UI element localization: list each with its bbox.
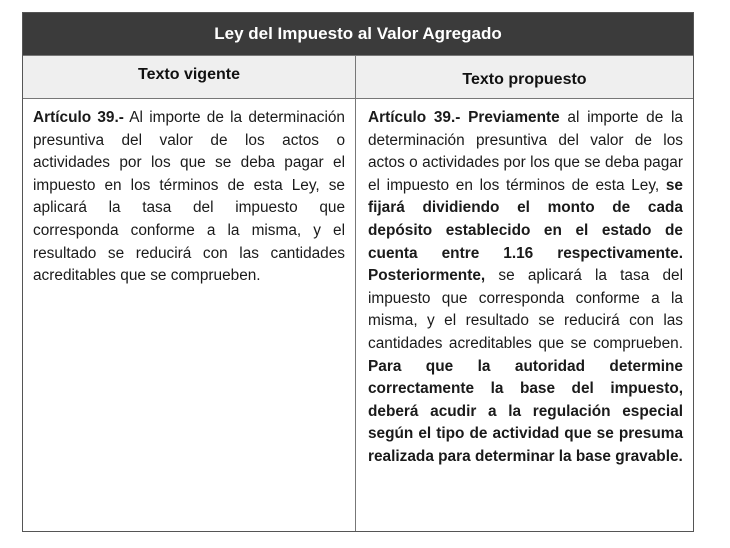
proposed-article-paragraph	[368, 107, 683, 469]
header-proposed-text: Texto propuesto	[356, 56, 693, 98]
header-row	[23, 56, 693, 99]
current-article-text: Al importe de la determinación presuntiva del valor de los actos o actividades por los que se deba pagar el impuesto en los términos de esta Ley, se aplicará la tasa del impuesto que corresponda conforme a la misma, y el resultado se reducirá con las cantidades acreditables que se comprueben.	[33, 109, 345, 285]
current-article-paragraph	[33, 107, 345, 288]
table-title: Ley del Impuesto al Valor Agregado	[23, 13, 693, 56]
proposed-article-label: Artículo 39.-	[368, 109, 461, 126]
proposed-bold-3: Para que la autoridad determine correctamente la base del impuesto, deberá acudir a la regulación especial según el tipo de actividad que se presuma realizada para determinar la base gravable.	[368, 357, 683, 465]
proposed-text-cell	[356, 99, 693, 531]
current-article-label: Artículo 39.-	[33, 109, 124, 126]
proposed-bold-1: Previamente	[460, 109, 560, 126]
header-current-text: Texto vigente	[23, 56, 356, 98]
proposed-text-1: al importe de la determinación presuntiva del valor de los actos o actividades por los que se deba pagar el impuesto en los términos de esta Ley,	[368, 109, 683, 194]
law-comparison-table	[22, 12, 694, 532]
proposed-text-2: se aplicará la tasa del impuesto que corresponda conforme a la misma, y el resultado se reducirá con las cantidades acreditables que se comprueben.	[368, 267, 683, 352]
current-text-cell	[23, 99, 356, 531]
content-row	[23, 99, 693, 531]
proposed-bold-2: se fijará dividiendo el monto de cada depósito establecido en el estado de cuenta entre 1.16 respectivamente. Posteriormente,	[368, 176, 683, 285]
